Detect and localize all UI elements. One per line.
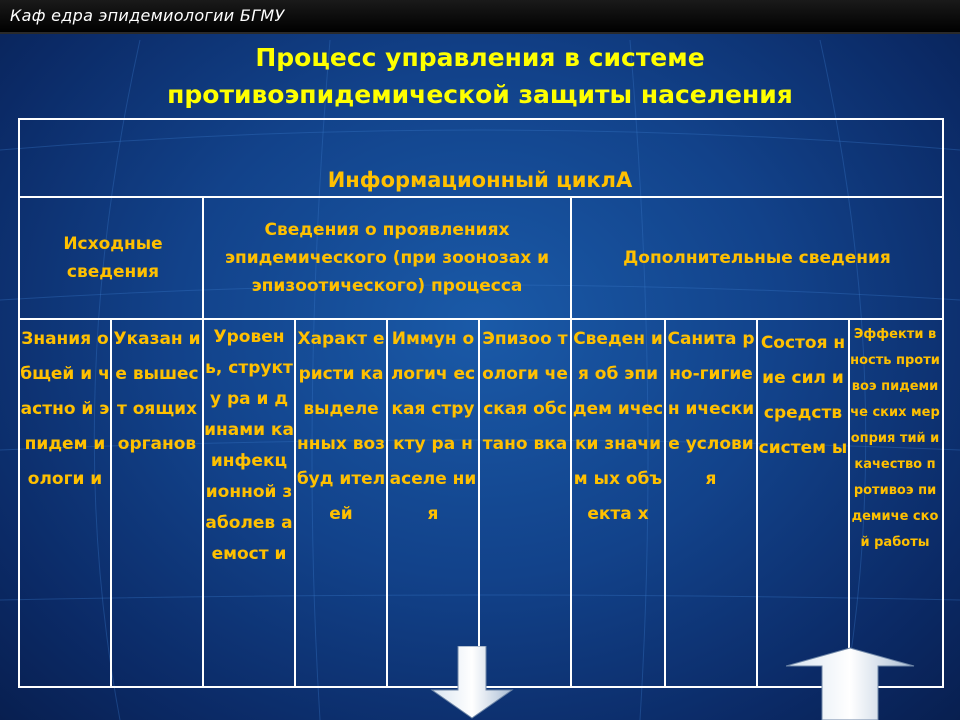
column-cell: Знания общей и частно й эпидем иологи и <box>20 329 110 489</box>
column-cell: Иммун ологич еская структу ра населе ния <box>389 329 477 524</box>
column-cell: Эффекти вность противоэ пидемиче ских мероприя тий и качество противоэ пидемиче ской работы <box>850 327 940 550</box>
cycle-title-cell: Информационный циклА <box>327 168 633 192</box>
group-additional-data: Дополнительные сведения <box>623 248 891 268</box>
group-divider-1 <box>202 196 204 320</box>
column-cell: Характ еристи ка выделе нных возбуд ителей <box>296 329 386 524</box>
row-divider-2 <box>18 318 942 320</box>
group-initial-data: Исходные сведения <box>63 234 163 282</box>
column-cell: Эпизоо тологи ческая обстано вка <box>482 329 568 454</box>
column-cell: Состоя ние сил и средств систем ы <box>758 333 848 458</box>
header-bar <box>0 0 960 34</box>
column-cell: Санита рно-гигиен ически е услови я <box>667 329 755 489</box>
department-label: Каф едра эпидемиологии БГМУ <box>10 6 285 25</box>
arrow-up-icon <box>786 646 916 720</box>
slide-title-line1: Процесс управления в системе <box>255 43 705 72</box>
group-epidemic-manifestations: Сведения о проявлениях эпидемического (при зоонозах и эпизоотического) процесса <box>224 220 550 296</box>
column-cell: Сведен ия об эпидем ически значим ых объекта х <box>572 329 664 524</box>
arrow-down-icon <box>428 646 514 720</box>
column-cell: Указан ие вышест оящих органов <box>113 329 201 454</box>
slide-title-line2: противоэпидемической защиты населения <box>167 80 793 109</box>
column-cell: Уровен ь, структу ра и динами ка инфекц ионной заболев аемост и <box>204 327 294 564</box>
group-divider-2 <box>570 196 572 320</box>
